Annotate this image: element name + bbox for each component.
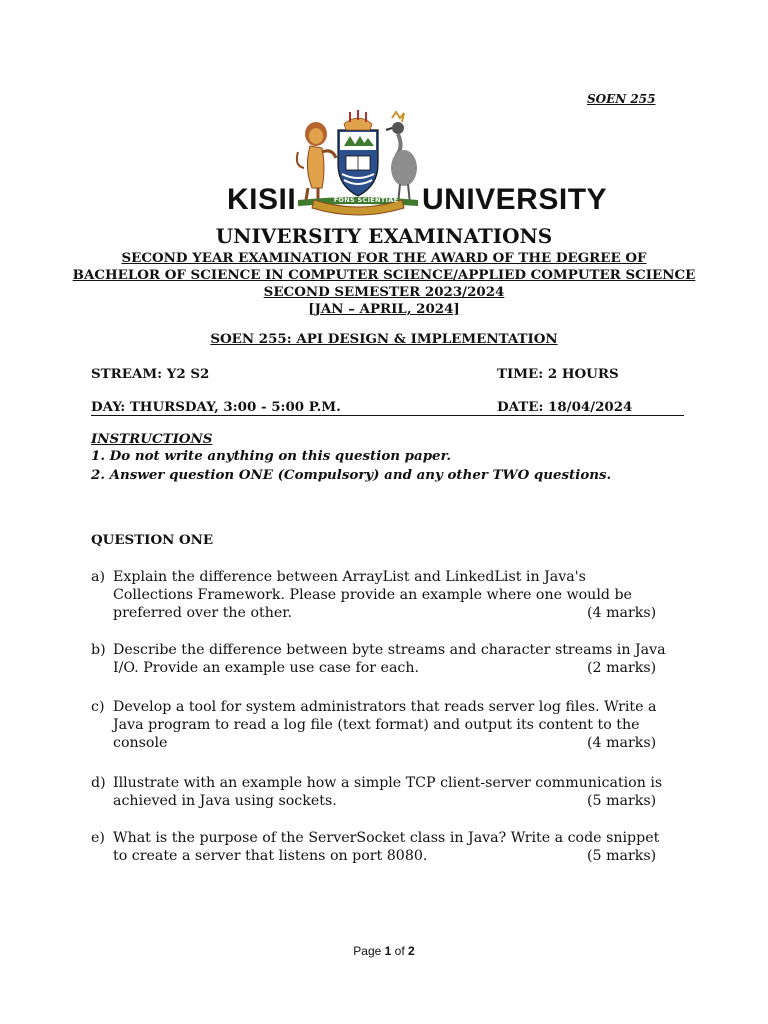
part-label: e) <box>91 830 105 846</box>
part-marks: (2 marks) <box>587 660 657 676</box>
part-text: Explain the difference between ArrayList and LinkedList in Java's Collections Framework. Please provide an example where one would be preferred over the other. <box>113 569 632 621</box>
part-marks: (5 marks) <box>587 793 657 809</box>
part-text: Describe the difference between byte streams and character streams in Java I/O. Provide an example use case for each. <box>113 642 666 676</box>
period-line: [JAN – APRIL, 2024] <box>308 301 460 317</box>
semester-line: SECOND SEMESTER 2023/2024 <box>263 284 505 300</box>
crest-motto: FONS SCIENTIAE <box>333 196 399 204</box>
page-word: Page <box>353 944 382 958</box>
exam-award-line: SECOND YEAR EXAMINATION FOR THE AWARD OF THE DEGREE OF <box>121 250 647 266</box>
question-part-d <box>91 774 691 812</box>
page-total: 2 <box>408 944 415 958</box>
date-info: DATE: 18/04/2024 <box>497 399 633 415</box>
exam-title: UNIVERSITY EXAMINATIONS <box>215 224 553 248</box>
question-part-b <box>91 641 691 679</box>
shield-icon <box>338 110 378 196</box>
day-info: DAY: THURSDAY, 3:00 - 5:00 P.M. <box>91 399 341 415</box>
part-label: c) <box>91 699 105 715</box>
page-footer <box>0 944 768 958</box>
of-word: of <box>394 944 405 958</box>
university-name-right: UNIVERSITY <box>422 183 608 216</box>
university-name-left: KISII <box>227 183 297 216</box>
question-part-a <box>91 568 691 624</box>
divider <box>91 415 684 416</box>
part-marks: (4 marks) <box>587 735 657 751</box>
instruction-item: 2. Answer question ONE (Compulsory) and any other TWO questions. <box>91 467 612 483</box>
part-label: d) <box>91 775 106 791</box>
part-marks: (5 marks) <box>587 848 657 864</box>
part-text: What is the purpose of the ServerSocket class in Java? Write a code snippet to create a server that listens on port 8080. <box>113 830 660 864</box>
question-part-c <box>91 698 691 754</box>
crane-bird-icon <box>386 112 417 204</box>
page-number: 1 <box>384 944 392 958</box>
instructions-heading: INSTRUCTIONS <box>91 431 213 447</box>
part-label: b) <box>91 642 106 658</box>
question-part-e <box>91 829 691 867</box>
question-heading: QUESTION ONE <box>91 532 214 548</box>
part-text: Develop a tool for system administrators that reads server log files. Write a Java program to read a log file (text format) and output its content to the console <box>113 699 657 751</box>
instruction-item: 1. Do not write anything on this question paper. <box>91 448 452 464</box>
part-label: a) <box>91 569 105 585</box>
part-text: Illustrate with an example how a simple TCP client-server communication is achieved in Java using sockets. <box>113 775 663 809</box>
time-info: TIME: 2 HOURS <box>497 366 619 382</box>
course-code: SOEN 255 <box>587 92 656 106</box>
lion-icon <box>297 122 336 200</box>
part-marks: (4 marks) <box>587 605 657 621</box>
degree-line: BACHELOR OF SCIENCE IN COMPUTER SCIENCE/APPLIED COMPUTER SCIENCE <box>72 267 696 283</box>
course-title: SOEN 255: API DESIGN & IMPLEMENTATION <box>210 331 558 347</box>
stream-info: STREAM: Y2 S2 <box>91 366 210 382</box>
